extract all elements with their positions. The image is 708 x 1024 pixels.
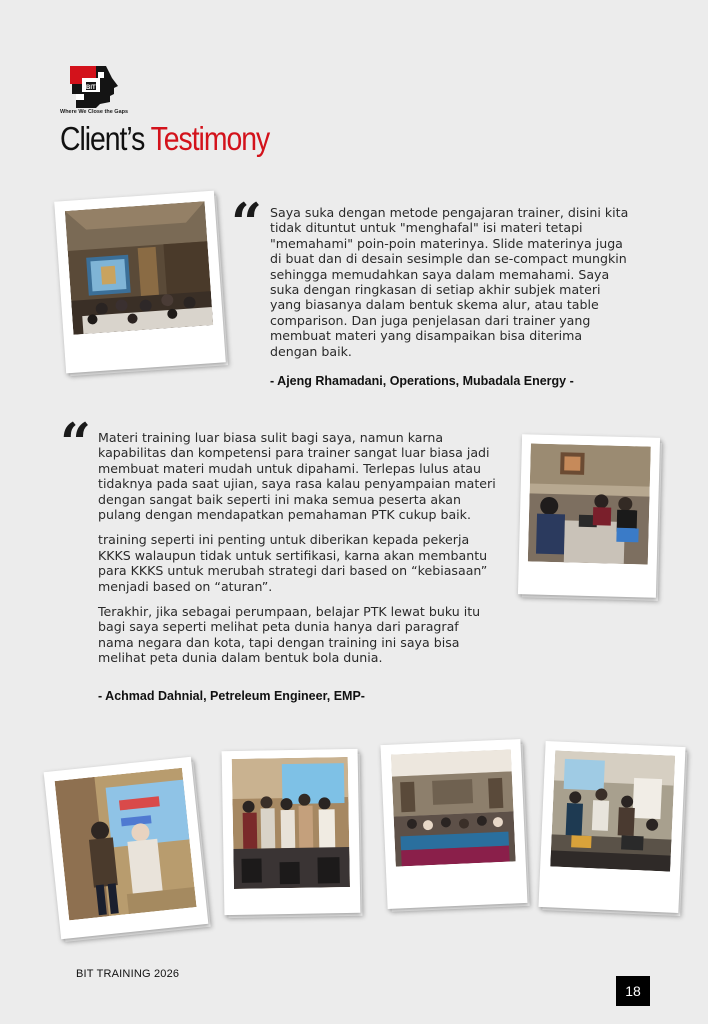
presentation-image xyxy=(55,768,197,921)
photo-presentation xyxy=(44,757,209,940)
title-testimony: Testimony xyxy=(150,120,270,157)
svg-text:BIT: BIT xyxy=(86,85,96,91)
group-standing-image xyxy=(232,757,350,889)
testimonial-2-paragraph-2: training seperti ini penting untuk diberikan kepada pekerja KKKS walaupun tidak untuk sertifikasi, karna akan membantu para KKKS untuk merubah strategi dari based on “kebiasaan” menjadi based on “aturan”. xyxy=(98,532,488,594)
testimonial-2-author: - Achmad Dahnial, Petreleum Engineer, EMP- xyxy=(98,689,365,703)
footer-label: BIT TRAINING 2026 xyxy=(76,968,180,980)
testimonial-2-paragraph-3: Terakhir, jika sebagai perumpaan, belajar PTK lewat buku itu bagi saya seperti melihat peta dunia hanya dari paragraf nama negara dan kota, tapi dengan training ini saya bisa melihat peta dunia dalam bentuk bola dunia. xyxy=(98,604,481,666)
testimonial-1-text xyxy=(270,205,630,369)
classroom-laptops-image xyxy=(528,443,651,564)
testimonial-1-paragraph: Saya suka dengan metode pengajaran trainer, disini kita tidak dituntut untuk "menghafal" isi materi tetapi "memahami" poin-poin materinya. Slide materinya juga di buat dan di desain sesimple dan se-compact mungkin sehingga memudahkan saya dalam memahami. Saya suka dengan ringkasan di setiap akhir subjek materi yang biasanya dalam bentuk skema alur, atau table comparison. Dan juga penjelasan dari trainer yang membuat materi yang disampaikan bisa diterima dengan baik. xyxy=(270,205,629,359)
photo-seminar-room xyxy=(54,191,226,374)
photo-classroom-wide xyxy=(380,739,527,909)
quote-icon: “ xyxy=(60,411,88,475)
workshop-image xyxy=(550,750,675,871)
testimonial-2-paragraph-1: Materi training luar biasa sulit bagi saya, namun karna kapabilitas dan kompetensi para trainer sangat luar biasa jadi membuat materi mudah untuk dipahami. Terlepas lulus atau tidaknya pada saat ujian, saya rasa kalau penyampaian materi dengan sangat baik seperti ini maka semua peserta akan pulang dengan mendapatkan pemahaman PTK cukup baik. xyxy=(98,430,496,523)
seminar-room-image xyxy=(65,201,213,334)
title-client: Client’s xyxy=(60,120,151,157)
photo-classroom-laptops xyxy=(518,434,660,598)
classroom-wide-image xyxy=(391,749,516,866)
bit-logo-mark xyxy=(60,64,129,115)
testimonial-1-author: - Ajeng Rhamadani, Operations, Mubadala Energy - xyxy=(270,374,574,388)
page-number: 18 xyxy=(616,976,650,1006)
quote-icon: “ xyxy=(231,191,259,255)
logo-tagline: Where We Close the Gaps xyxy=(60,109,129,115)
photo-group-standing xyxy=(222,749,361,915)
testimonial-2-text xyxy=(98,430,496,676)
page-title xyxy=(60,120,269,158)
photo-workshop xyxy=(538,741,685,913)
